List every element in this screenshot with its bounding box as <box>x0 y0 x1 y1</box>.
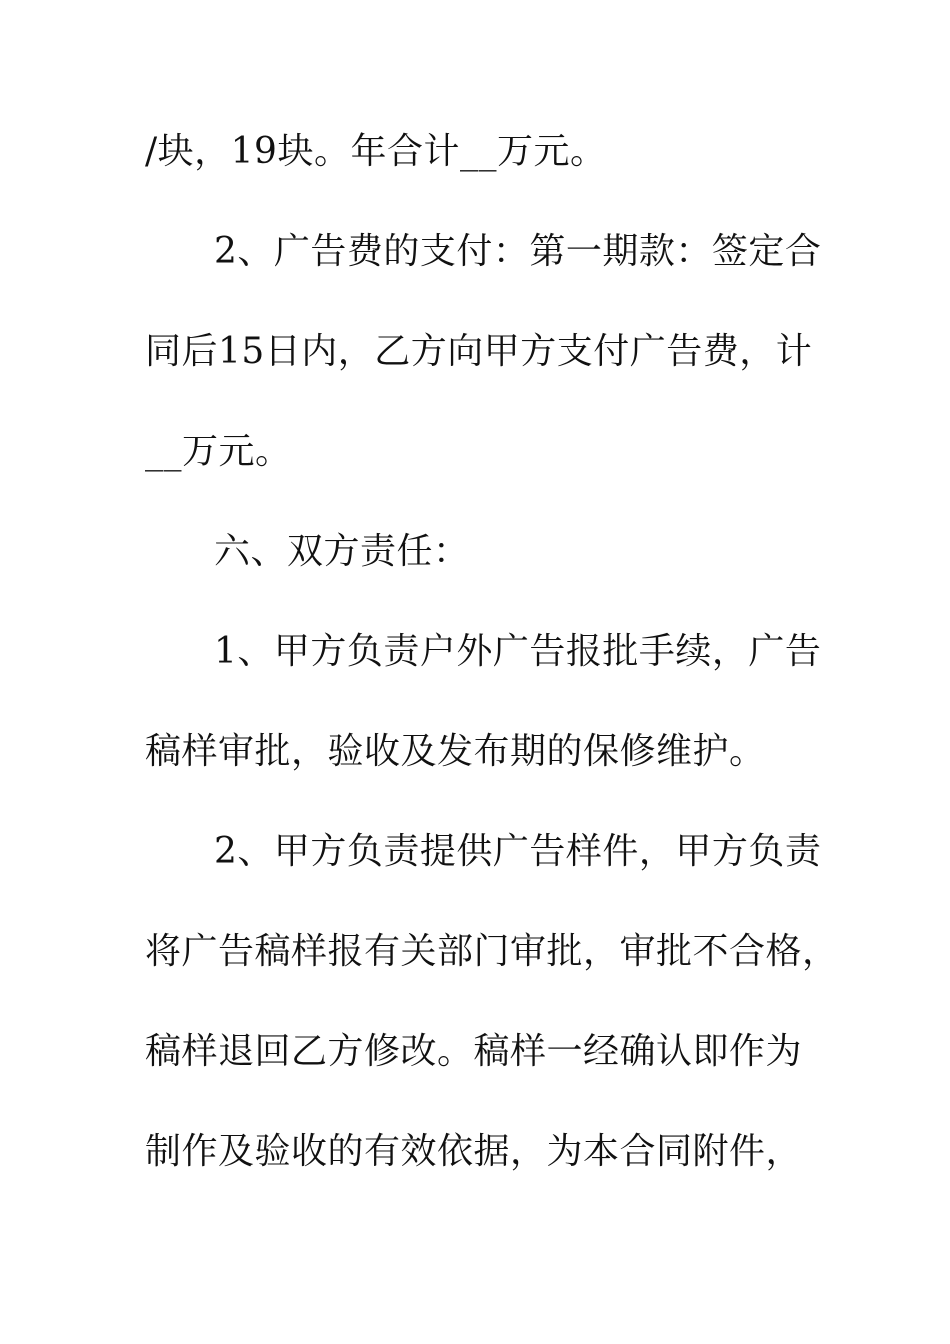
paragraph-start-line: 2、甲方负责提供广告样件，甲方负责 <box>214 831 822 872</box>
text-line: /块，19块。年合计__万元。 <box>145 131 607 172</box>
text-line: 同后15日内，乙方向甲方支付广告费，计 <box>145 331 813 372</box>
text-line: 将广告稿样报有关部门审批，审批不合格， <box>145 931 839 972</box>
text-line: __万元。 <box>145 431 292 472</box>
paragraph-start-line: 1、甲方负责户外广告报批手续，广告 <box>214 631 822 672</box>
paragraph-start-line: 2、广告费的支付：第一期款：签定合 <box>214 231 822 272</box>
text-line: 制作及验收的有效依据，为本合同附件， <box>145 1131 803 1172</box>
text-line: 稿样审批，验收及发布期的保修维护。 <box>145 731 766 772</box>
section-heading: 六、双方责任： <box>214 531 470 572</box>
text-line: 稿样退回乙方修改。稿样一经确认即作为 <box>145 1031 803 1072</box>
